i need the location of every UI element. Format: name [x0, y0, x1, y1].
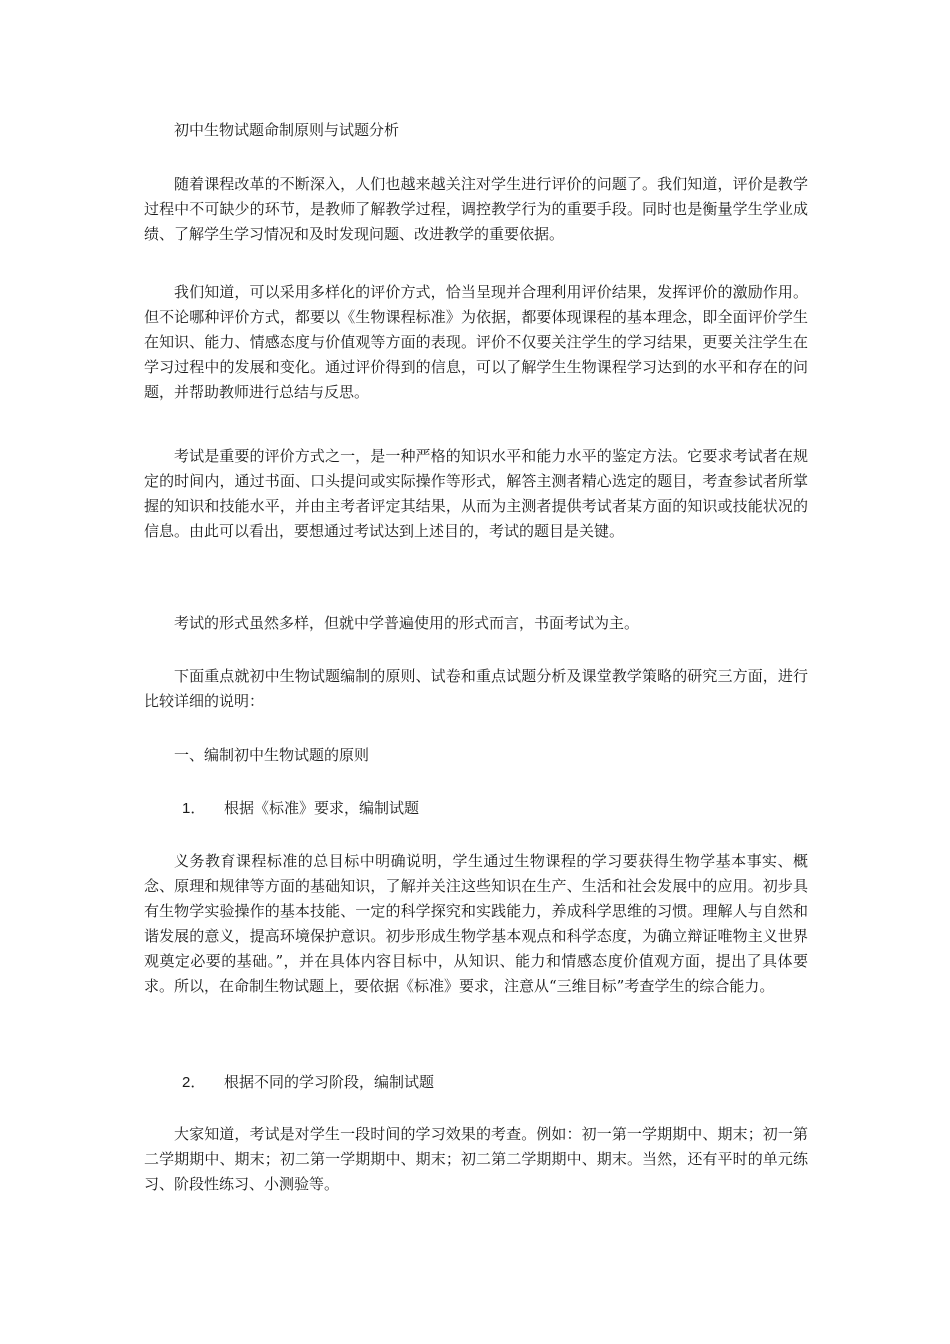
item-2-body: 大家知道，考试是对学生一段时间的学习效果的考查。例如：初一第一学期期中、期末；初一第二学期期中、期末；初二第一学期期中、期末；初二第二学期期中、期末。当然，还有平时的单元练习、阶段性练习、小测验等。 — [144, 1125, 808, 1193]
paragraph-1: 随着课程改革的不断深入，人们也越来越关注对学生进行评价的问题了。我们知道，评价是教学过程中不可缺少的环节，是教师了解教学过程，调控教学行为的重要手段。同时也是衡量学生学业成绩、了解学生学习情况和及时发现问题、改进教学的重要依据。 — [144, 175, 808, 243]
item-text: 根据不同的学习阶段，编制试题 — [224, 1073, 435, 1091]
paragraph-3: 考试是重要的评价方式之一，是一种严格的知识水平和能力水平的鉴定方法。它要求考试者在规定的时间内，通过书面、口头提问或实际操作等形式，解答主测者精心选定的题目，考查参试者所掌握的知识和技能水平，并由主考者评定其结果，从而为主测者提供考试者某方面的知识或技能状况的信息。由此可以看出，要想通过考试达到上述目的，考试的题目是关键。 — [144, 447, 808, 540]
paragraph-5: 下面重点就初中生物试题编制的原则、试卷和重点试题分析及课堂教学策略的研究三方面，进行比较详细的说明： — [144, 667, 808, 710]
item-1-body: 义务教育课程标准的总目标中明确说明，学生通过生物课程的学习要获得生物学基本事实、概念、原理和规律等方面的基础知识，了解并关注这些知识在生产、生活和社会发展中的应用。初步具有生物学实验操作的基本技能、一定的科学探究和实践能力，养成科学思维的习惯。理解人与自然和谐发展的意义，提高环境保护意识。初步形成生物学基本观点和科学态度，为确立辩证唯物主义世界观奠定必要的基础。”，并在具体内容目标中，从知识、能力和情感态度价值观方面，提出了具体要求。所以，在命制生物试题上，要依据《标准》要求，注意从“三维目标”考查学生的综合能力。 — [144, 852, 808, 995]
numbered-item-2 — [144, 1070, 808, 1095]
paragraph-4: 考试的形式虽然多样，但就中学普遍使用的形式而言，书面考试为主。 — [174, 614, 640, 632]
item-text: 根据《标准》要求，编制试题 — [224, 799, 420, 817]
numbered-item-1 — [144, 796, 808, 821]
document-title: 初中生物试题命制原则与试题分析 — [174, 121, 400, 139]
item-number: 1． — [182, 800, 206, 817]
item-number: 2． — [182, 1074, 206, 1091]
section-heading-1: 一、编制初中生物试题的原则 — [174, 746, 370, 764]
paragraph-2: 我们知道，可以采用多样化的评价方式，恰当呈现并合理利用评价结果，发挥评价的激励作用。但不论哪种评价方式，都要以《生物课程标准》为依据，都要体现课程的基本理念，即全面评价学生在知识、能力、情感态度与价值观等方面的表现。评价不仅要关注学生的学习结果，更要关注学生在学习过程中的发展和变化。通过评价得到的信息，可以了解学生生物课程学习达到的水平和存在的问题，并帮助教师进行总结与反思。 — [144, 283, 808, 401]
